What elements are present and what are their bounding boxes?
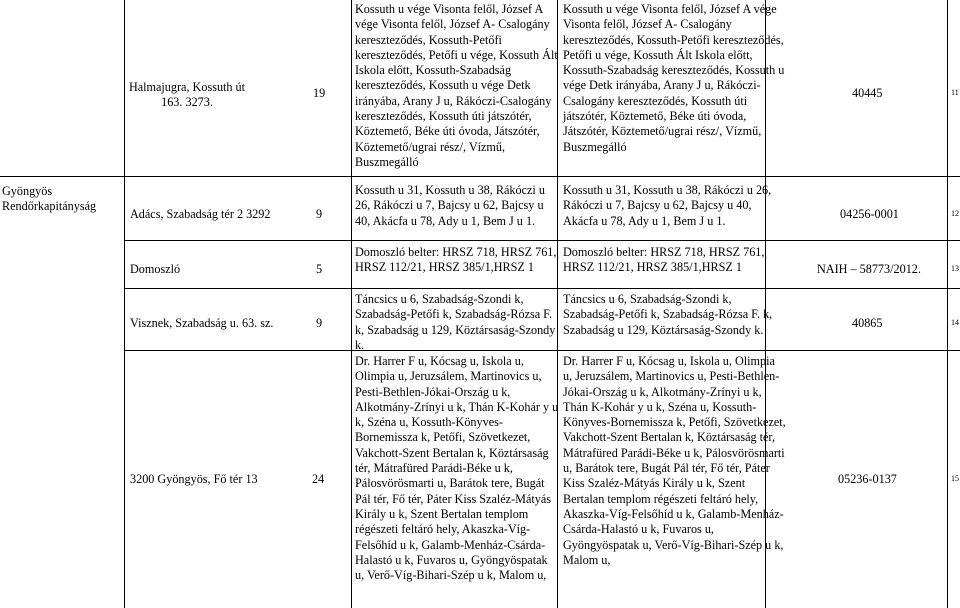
area-line: Akácfa u 78, Ady u 1, Bem J u 1. <box>563 213 726 228</box>
area-col2-cell <box>563 2 784 155</box>
area-line: kereszteződés, Kossuth úti játszótér, <box>355 109 532 124</box>
area-line: játszótér, Köztemető, Béke úti óvoda, <box>563 109 747 124</box>
area-line: Kossuth u vége Visonta felől, József A <box>355 2 544 16</box>
area-line: Bertalan templom régészeti feltáró hely, <box>563 491 759 506</box>
area-line: u, Barátok tere, Bugát Pál tér, Fő tér, Páter <box>563 461 770 476</box>
area-line: 26, Rákóczi u 7, Bajcsy u 62, Bajcsy u <box>355 198 544 213</box>
area-col1-cell <box>355 183 545 229</box>
area-line: Domoszló belter: HRSZ 718, HRSZ 761, <box>355 245 557 259</box>
area-line: Táncsics u 6, Szabadság-Szondi k, <box>355 292 524 306</box>
area-line: Domoszló belter: HRSZ 718, HRSZ 761, <box>563 245 765 259</box>
area-line: kereszteződés, Kossuth-Petőfi <box>355 32 502 47</box>
area-line: Halastó u k, Fuvaros u, Gyöngyöspatak <box>355 552 548 567</box>
area-line: k, Széna u, Kossuth-Könyves- <box>355 415 503 430</box>
area-line: vége Visonta felől, József A- Csalogány <box>355 17 550 32</box>
row-divider <box>124 288 960 289</box>
area-line: Játszótér, Köztemető/ugrai rész/, Vízmű, <box>563 124 762 139</box>
area-col1-cell <box>355 354 558 583</box>
area-col1-cell <box>355 2 558 170</box>
area-line: u, Verő-Víg-Bihari-Szép u k, Malom u, <box>355 568 547 583</box>
area-line: Gyöngyöspatak u, Verő-Víg-Bihari-Szép u k, <box>563 537 784 552</box>
area-line: Szabadság-Petőfi k, Szabadság-Rózsa F. <box>355 307 553 322</box>
area-line: 40, Akácfa u 78, Ady u 1, Bem J u 1. <box>355 213 536 228</box>
column-divider <box>947 0 948 608</box>
area-line: Köztemető, Béke úti óvoda, Játszótér, <box>355 124 540 139</box>
area-col1-cell <box>355 292 555 353</box>
area-line: Pesti-Bethlen-Jókai-Ország u k, <box>355 384 511 399</box>
area-line: Szabadság-Petőfi k, Szabadság-Rózsa F. k, <box>563 307 773 322</box>
area-line: Kossuth-Szabadság kereszteződés, Kossuth u <box>563 63 785 78</box>
area-line: Jókai-Ország u k, Alkotmány-Zrínyi u k, <box>563 384 762 399</box>
count-cell: 5 <box>316 262 323 276</box>
code-cell: 40865 <box>852 316 883 330</box>
row-number: 13 <box>951 264 959 273</box>
area-line: Felsőhíd u k, Galamb-Menház-Csárda- <box>355 537 546 552</box>
row-number: 14 <box>951 318 959 327</box>
area-line: Kossuth u 31, Kossuth u 38, Rákóczi u <box>355 183 545 197</box>
area-line: Kossuth u vége Visonta felől, József A vége <box>563 2 777 16</box>
area-line: Kiss Szaléz-Mátyás Király u k, Szent <box>563 476 746 491</box>
count-cell: 19 <box>313 86 326 100</box>
count-cell: 24 <box>312 472 325 486</box>
column-divider <box>124 0 125 608</box>
area-line: Szabadság u 129, Köztársaság-Szondy k. <box>563 322 764 337</box>
row-number: 15 <box>951 474 959 483</box>
area-line: Vakchott-Szent Bertalan k, Köztársaság tér, <box>563 430 776 445</box>
location-cell: Domoszló <box>130 262 181 276</box>
area-line: Pálosvörösmarti u, Barátok tere, Bugát <box>355 476 545 491</box>
area-line: Dr. Harrer F u, Kócsag u, Iskola u, <box>355 354 524 368</box>
area-col1-cell <box>355 245 556 276</box>
area-line: Kossuth u 31, Kossuth u 38, Rákóczi u 26, <box>563 183 772 197</box>
area-line: Táncsics u 6, Szabadság-Szondi k, <box>563 292 732 306</box>
area-line: HRSZ 112/21, HRSZ 385/1,HRSZ 1 <box>355 260 534 275</box>
column-divider <box>351 0 352 608</box>
area-line: tér, Mátrafüred Parádi-Béke u k, <box>355 461 513 476</box>
area-line: Buszmegálló <box>563 139 627 154</box>
area-line: régészeti feltáró hely, Akaszka-Víg- <box>355 522 531 537</box>
area-col2-cell <box>563 354 786 568</box>
area-line: Thán K-Kohár y u k, Széna u, Kossuth- <box>563 399 757 414</box>
area-line: Alkotmány-Zrínyi u k, Thán K-Kohár y u <box>355 399 559 414</box>
code-cell: NAIH – 58773/2012. <box>817 262 921 276</box>
location-cell: Adács, Szabadság tér 2 3292 <box>130 207 271 221</box>
code-cell: 40445 <box>852 86 883 100</box>
area-line: Rákóczi u 7, Bajcsy u 62, Bajcsy u 40, <box>563 198 752 213</box>
area-line: Visonta felől, József A- Csalogány <box>563 17 732 32</box>
row-divider <box>124 240 960 241</box>
area-line: Pál tér, Fő tér, Páter Kiss Szaléz-Mátyás <box>355 491 552 506</box>
area-line: vége Detk irányába, Arany J u, Rákóczi- <box>563 78 761 93</box>
area-line: Mátrafüred Parádi-Béke u k, Pálosvörösmarti <box>563 445 785 460</box>
area-line: Köztemető/ugrai rész/, Vízmű, <box>355 139 506 154</box>
count-cell: 9 <box>316 207 323 221</box>
area-line: Petőfi u vége, Kossuth Ált Iskola előtt, <box>563 47 753 62</box>
area-line: Bornemissza k, Petőfi, Szövetkezet, <box>355 430 531 445</box>
area-line: irányába, Arany J u, Rákóczi-Csalogány <box>355 93 552 108</box>
area-line: Malom u, <box>563 552 611 567</box>
area-line: u, Jeruzsálem, Martinovics u, Pesti-Bethlen- <box>563 369 780 384</box>
area-line: Vakchott-Szent Bertalan k, Köztársaság <box>355 445 549 460</box>
count-cell: 9 <box>316 316 323 330</box>
area-line: Csárda-Halastó u k, Fuvaros u, <box>563 522 714 537</box>
area-col2-cell <box>563 183 771 229</box>
area-line: Könyves-Bornemissza k, Petőfi, Szövetkezet, <box>563 415 786 430</box>
area-line: Buszmegálló <box>355 154 419 169</box>
area-line: Csalogány kereszteződés, Kossuth úti <box>563 93 748 108</box>
area-col2-cell <box>563 292 772 338</box>
row-number: 12 <box>951 209 959 218</box>
location-cell: Halmajugra, Kossuth út 163. 3273. <box>128 80 246 109</box>
area-col2-cell <box>563 245 764 276</box>
location-cell: 3200 Gyöngyös, Fő tér 13 <box>130 472 258 486</box>
area-line: Akaszka-Víg-Felsőhíd u k, Galamb-Menház- <box>563 506 784 521</box>
location-cell: Visznek, Szabadság u. 63. sz. <box>130 316 274 330</box>
area-line: Iskola előtt, Kossuth-Szabadság <box>355 63 512 78</box>
area-line: k. <box>355 337 365 352</box>
area-line: HRSZ 112/21, HRSZ 385/1,HRSZ 1 <box>563 260 742 275</box>
area-line: kereszteződés, Kossuth-Petőfi kereszteződés, <box>563 32 784 47</box>
unit-cell: Gyöngyös Rendőrkapitányság <box>2 184 97 213</box>
code-cell: 05236-0137 <box>838 472 897 486</box>
area-line: Király u k, Szent Bertalan templom <box>355 506 529 521</box>
area-line: kereszteződés, Petőfi u vége, Kossuth Ált <box>355 47 558 62</box>
row-number: 11 <box>951 88 959 97</box>
row-divider <box>0 176 960 177</box>
area-line: k, Szabadság u 129, Köztársaság-Szondy <box>355 322 556 337</box>
area-line: Dr. Harrer F u, Kócsag u, Iskola u, Olimpia <box>563 354 775 368</box>
area-line: Olimpia u, Jeruzsálem, Martinovics u, <box>355 369 542 384</box>
area-line: kereszteződés, Kossuth u vége Detk <box>355 78 531 93</box>
code-cell: 04256-0001 <box>840 207 899 221</box>
